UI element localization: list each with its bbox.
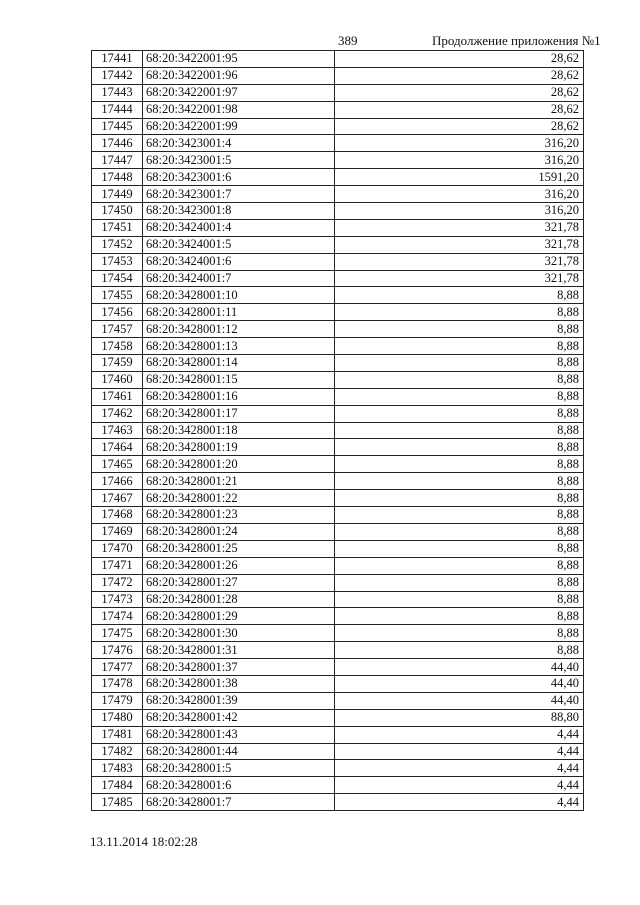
cadastral-id-cell: 68:20:3422001:97	[143, 84, 335, 101]
cadastral-id-cell: 68:20:3428001:42	[143, 709, 335, 726]
value-cell: 8,88	[335, 422, 584, 439]
cadastral-id-cell: 68:20:3424001:6	[143, 253, 335, 270]
value-cell: 4,44	[335, 777, 584, 794]
row-number-cell: 17456	[92, 304, 143, 321]
page-title: Продолжение приложения №1	[432, 33, 601, 48]
row-number-cell: 17476	[92, 642, 143, 659]
row-number-cell: 17457	[92, 321, 143, 338]
row-number-cell: 17449	[92, 186, 143, 203]
value-cell: 8,88	[335, 287, 584, 304]
row-number-cell: 17470	[92, 540, 143, 557]
cadastral-id-cell: 68:20:3428001:14	[143, 355, 335, 372]
table-row	[92, 118, 584, 135]
table-row	[92, 321, 584, 338]
table-row	[92, 659, 584, 676]
row-number-cell: 17443	[92, 84, 143, 101]
cadastral-id-cell: 68:20:3428001:10	[143, 287, 335, 304]
cadastral-id-cell: 68:20:3422001:98	[143, 101, 335, 118]
table-row	[92, 405, 584, 422]
row-number-cell: 17480	[92, 709, 143, 726]
value-cell: 8,88	[335, 490, 584, 507]
table-row	[92, 101, 584, 118]
value-cell: 8,88	[335, 557, 584, 574]
cadastral-id-cell: 68:20:3424001:7	[143, 270, 335, 287]
row-number-cell: 17471	[92, 557, 143, 574]
value-cell: 8,88	[335, 439, 584, 456]
value-cell: 316,20	[335, 135, 584, 152]
row-number-cell: 17450	[92, 203, 143, 220]
table-row	[92, 338, 584, 355]
row-number-cell: 17459	[92, 355, 143, 372]
value-cell: 28,62	[335, 84, 584, 101]
value-cell: 88,80	[335, 709, 584, 726]
cadastral-id-cell: 68:20:3428001:16	[143, 388, 335, 405]
table-row	[92, 371, 584, 388]
cadastral-id-cell: 68:20:3428001:6	[143, 777, 335, 794]
cadastral-id-cell: 68:20:3428001:28	[143, 591, 335, 608]
cadastral-id-cell: 68:20:3424001:4	[143, 219, 335, 236]
table-row	[92, 507, 584, 524]
value-cell: 321,78	[335, 219, 584, 236]
table-row	[92, 355, 584, 372]
row-number-cell: 17483	[92, 760, 143, 777]
value-cell: 28,62	[335, 51, 584, 68]
row-number-cell: 17447	[92, 152, 143, 169]
cadastral-id-cell: 68:20:3428001:22	[143, 490, 335, 507]
table-row	[92, 51, 584, 68]
row-number-cell: 17446	[92, 135, 143, 152]
cadastral-id-cell: 68:20:3428001:30	[143, 625, 335, 642]
value-cell: 8,88	[335, 473, 584, 490]
value-cell: 8,88	[335, 625, 584, 642]
cadastral-id-cell: 68:20:3428001:17	[143, 405, 335, 422]
row-number-cell: 17444	[92, 101, 143, 118]
value-cell: 1591,20	[335, 169, 584, 186]
value-cell: 44,40	[335, 659, 584, 676]
value-cell: 4,44	[335, 726, 584, 743]
table-row	[92, 388, 584, 405]
cadastral-id-cell: 68:20:3428001:26	[143, 557, 335, 574]
value-cell: 8,88	[335, 388, 584, 405]
row-number-cell: 17453	[92, 253, 143, 270]
cadastral-id-cell: 68:20:3428001:39	[143, 692, 335, 709]
row-number-cell: 17445	[92, 118, 143, 135]
value-cell: 8,88	[335, 355, 584, 372]
cadastral-id-cell: 68:20:3428001:38	[143, 675, 335, 692]
row-number-cell: 17484	[92, 777, 143, 794]
value-cell: 44,40	[335, 692, 584, 709]
table-row	[92, 777, 584, 794]
table-row	[92, 253, 584, 270]
value-cell: 8,88	[335, 405, 584, 422]
row-number-cell: 17464	[92, 439, 143, 456]
page-number: 389	[338, 33, 358, 48]
row-number-cell: 17482	[92, 743, 143, 760]
row-number-cell: 17462	[92, 405, 143, 422]
cadastral-id-cell: 68:20:3428001:24	[143, 523, 335, 540]
value-cell: 8,88	[335, 540, 584, 557]
table-row	[92, 557, 584, 574]
cadastral-id-cell: 68:20:3428001:11	[143, 304, 335, 321]
cadastral-id-cell: 68:20:3428001:43	[143, 726, 335, 743]
table-row	[92, 219, 584, 236]
value-cell: 8,88	[335, 523, 584, 540]
table-row	[92, 692, 584, 709]
table-row	[92, 523, 584, 540]
row-number-cell: 17475	[92, 625, 143, 642]
cadastral-id-cell: 68:20:3428001:44	[143, 743, 335, 760]
table-row	[92, 709, 584, 726]
cadastral-id-cell: 68:20:3428001:7	[143, 794, 335, 811]
value-cell: 316,20	[335, 186, 584, 203]
cadastral-id-cell: 68:20:3428001:31	[143, 642, 335, 659]
cadastral-id-cell: 68:20:3424001:5	[143, 236, 335, 253]
row-number-cell: 17477	[92, 659, 143, 676]
table-row	[92, 675, 584, 692]
cadastral-id-cell: 68:20:3428001:21	[143, 473, 335, 490]
row-number-cell: 17468	[92, 507, 143, 524]
row-number-cell: 17458	[92, 338, 143, 355]
table-row	[92, 625, 584, 642]
cadastral-id-cell: 68:20:3428001:37	[143, 659, 335, 676]
value-cell: 28,62	[335, 67, 584, 84]
footer-timestamp: 13.11.2014 18:02:28	[90, 834, 198, 849]
row-number-cell: 17485	[92, 794, 143, 811]
row-number-cell: 17474	[92, 608, 143, 625]
row-number-cell: 17481	[92, 726, 143, 743]
row-number-cell: 17441	[92, 51, 143, 68]
table-row	[92, 67, 584, 84]
value-cell: 8,88	[335, 608, 584, 625]
cadastral-id-cell: 68:20:3428001:12	[143, 321, 335, 338]
value-cell: 8,88	[335, 642, 584, 659]
cadastral-id-cell: 68:20:3422001:96	[143, 67, 335, 84]
row-number-cell: 17467	[92, 490, 143, 507]
cadastral-id-cell: 68:20:3422001:99	[143, 118, 335, 135]
cadastral-id-cell: 68:20:3423001:4	[143, 135, 335, 152]
value-cell: 321,78	[335, 270, 584, 287]
row-number-cell: 17472	[92, 574, 143, 591]
value-cell: 316,20	[335, 203, 584, 220]
table-row	[92, 608, 584, 625]
value-cell: 4,44	[335, 760, 584, 777]
cadastral-id-cell: 68:20:3428001:5	[143, 760, 335, 777]
table-row	[92, 422, 584, 439]
cadastral-id-cell: 68:20:3428001:23	[143, 507, 335, 524]
table-row	[92, 169, 584, 186]
row-number-cell: 17455	[92, 287, 143, 304]
row-number-cell: 17478	[92, 675, 143, 692]
value-cell: 8,88	[335, 507, 584, 524]
cadastral-id-cell: 68:20:3422001:95	[143, 51, 335, 68]
table-row	[92, 236, 584, 253]
row-number-cell: 17466	[92, 473, 143, 490]
cadastral-id-cell: 68:20:3423001:7	[143, 186, 335, 203]
row-number-cell: 17460	[92, 371, 143, 388]
row-number-cell: 17461	[92, 388, 143, 405]
value-cell: 8,88	[335, 338, 584, 355]
data-table	[91, 50, 584, 811]
value-cell: 28,62	[335, 118, 584, 135]
cadastral-id-cell: 68:20:3428001:18	[143, 422, 335, 439]
cadastral-id-cell: 68:20:3428001:20	[143, 456, 335, 473]
table-row	[92, 152, 584, 169]
table-row	[92, 135, 584, 152]
table-row	[92, 540, 584, 557]
table-row	[92, 304, 584, 321]
value-cell: 8,88	[335, 591, 584, 608]
table-row	[92, 203, 584, 220]
row-number-cell: 17465	[92, 456, 143, 473]
table-row	[92, 760, 584, 777]
row-number-cell: 17479	[92, 692, 143, 709]
value-cell: 8,88	[335, 456, 584, 473]
cadastral-id-cell: 68:20:3428001:13	[143, 338, 335, 355]
row-number-cell: 17469	[92, 523, 143, 540]
table-row	[92, 186, 584, 203]
value-cell: 8,88	[335, 304, 584, 321]
cadastral-id-cell: 68:20:3428001:15	[143, 371, 335, 388]
table-row	[92, 84, 584, 101]
cadastral-id-cell: 68:20:3428001:25	[143, 540, 335, 557]
value-cell: 28,62	[335, 101, 584, 118]
row-number-cell: 17448	[92, 169, 143, 186]
cadastral-id-cell: 68:20:3423001:5	[143, 152, 335, 169]
value-cell: 8,88	[335, 574, 584, 591]
value-cell: 4,44	[335, 794, 584, 811]
table-row	[92, 287, 584, 304]
table-row	[92, 591, 584, 608]
table-row	[92, 574, 584, 591]
cadastral-id-cell: 68:20:3428001:29	[143, 608, 335, 625]
value-cell: 316,20	[335, 152, 584, 169]
table-row	[92, 726, 584, 743]
table-row	[92, 473, 584, 490]
row-number-cell: 17442	[92, 67, 143, 84]
table-row	[92, 270, 584, 287]
value-cell: 44,40	[335, 675, 584, 692]
cadastral-id-cell: 68:20:3428001:27	[143, 574, 335, 591]
value-cell: 8,88	[335, 371, 584, 388]
table-row	[92, 490, 584, 507]
row-number-cell: 17452	[92, 236, 143, 253]
table-row	[92, 456, 584, 473]
table-row	[92, 642, 584, 659]
cadastral-id-cell: 68:20:3428001:19	[143, 439, 335, 456]
table-row	[92, 794, 584, 811]
row-number-cell: 17463	[92, 422, 143, 439]
row-number-cell: 17473	[92, 591, 143, 608]
table-row	[92, 743, 584, 760]
value-cell: 8,88	[335, 321, 584, 338]
table-body	[92, 51, 584, 811]
value-cell: 4,44	[335, 743, 584, 760]
row-number-cell: 17454	[92, 270, 143, 287]
table-row	[92, 439, 584, 456]
value-cell: 321,78	[335, 253, 584, 270]
value-cell: 321,78	[335, 236, 584, 253]
row-number-cell: 17451	[92, 219, 143, 236]
cadastral-id-cell: 68:20:3423001:6	[143, 169, 335, 186]
cadastral-id-cell: 68:20:3423001:8	[143, 203, 335, 220]
